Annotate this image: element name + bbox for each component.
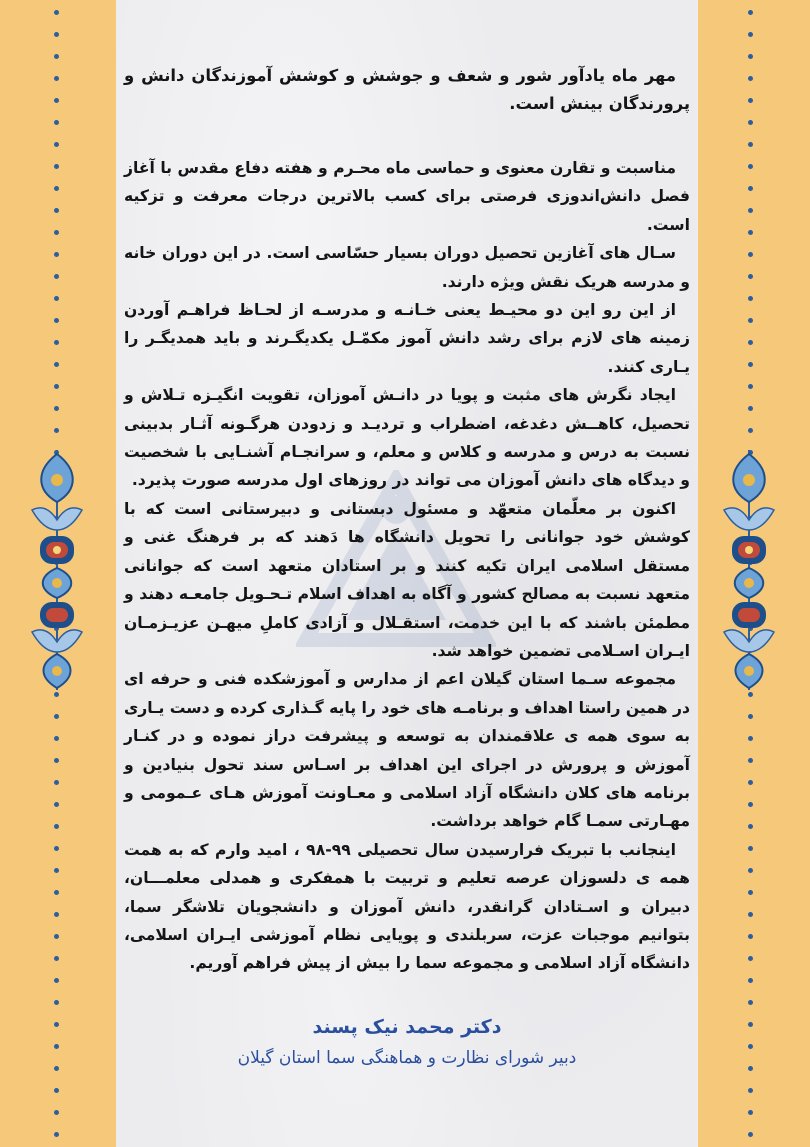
border-dot — [748, 934, 753, 939]
border-dot — [748, 208, 753, 213]
border-dot — [748, 846, 753, 851]
border-dot — [748, 296, 753, 301]
border-dot — [748, 428, 753, 433]
letter-body — [124, 62, 690, 978]
letter-intro: مهر ماه یادآور شور و شعف و جوشش و کوشش آموزندگان دانش و پرورندگان بینش است. — [124, 66, 690, 113]
border-dot — [54, 1000, 59, 1005]
border-dot — [748, 890, 753, 895]
border-dot — [54, 1022, 59, 1027]
letter-paragraph: ایجاد نگرش های مثبت و پویا در دانـش آموزان، تقویت انگیـزه تـلاش و تحصیل، کاهــش دغدغه، اضطراب و تردیـد و زدودن هرگـونه آثـار بدبینی نسبت به درس و مدرسه و کلاس و معلم، و سرانجـام آشنـایی با شخصیت و دیدگاه های دانش آموزان می تواند در روزهای اول مدرسه صورت پذیرد. — [124, 386, 690, 490]
border-dot — [54, 1110, 59, 1115]
border-dot — [748, 1022, 753, 1027]
border-dot — [54, 142, 59, 147]
border-dot — [748, 736, 753, 741]
border-dot — [748, 1066, 753, 1071]
letter-paragraph: مجموعه سـما استان گیلان اعم از مدارس و آموزشکده فنی و حرفه ای در همین راستا اهداف و برنامـه های خود را پایه گـذاری کرده و دست یـاری به سوی همه ی علاقمندان به توسعه و پیشرفت دراز نموده و در کنـار آموزش و پرورش در اجرای این اهداف بر اسـاس سند تحول بنیادین و برنامه های کلان دانشگاه آزاد اسلامی و معـاونت آموزش هـای عـمومی و مهـارتی سمـا گام خواهد برداشت. — [124, 670, 690, 831]
border-dot — [54, 912, 59, 917]
border-dot — [54, 208, 59, 213]
border-dot — [748, 802, 753, 807]
border-dot — [748, 758, 753, 763]
border-dot — [54, 362, 59, 367]
border-dot — [748, 714, 753, 719]
border-dot — [54, 890, 59, 895]
letter-paragraph: مناسبت و تقارن معنوی و حماسی ماه محـرم و هفته دفاع مقدس با آغاز فصل دانش‌اندوزی فرصتی برای کسب بالاترین درجات معرفت و تزکیه است. — [124, 159, 690, 234]
border-dot — [748, 252, 753, 257]
border-dot — [54, 32, 59, 37]
signature-name: دکتر محمد نیک پسند — [312, 1016, 502, 1038]
border-dot — [54, 54, 59, 59]
border-dot — [54, 1132, 59, 1137]
letter-paragraph: از این رو این دو محیـط یعنی خـانـه و مدرسـه از لحـاظ فراهـم آوردن زمینه های لازم برای رشد دانش آموز مکمّـل یکدیگـرند و باید همدیگـر را یـاری کنند. — [124, 301, 690, 376]
border-dot — [748, 98, 753, 103]
border-dot — [54, 164, 59, 169]
border-dot — [54, 76, 59, 81]
border-dot — [748, 54, 753, 59]
letter-paragraph: اینجانب با تبریک فرارسیدن سال تحصیلی ۹۹-۹۸ ، امید وارم که به همت همه ی دلسوزان عرصه تعلیم و تربیت با همفکری و همدلی معلمـــان، دبیران و اسـتادان گرانقدر، دانش آموزان و دانشجویان تلاشگر سما، بتوانیم موجبات عزت، سربلندی و پویایی نظام آموزشی ایـران اسلامی، دانشگاه آزاد اسلامی و مجموعه سما را بیش از پیش فراهم آوریم. — [124, 840, 690, 973]
floral-ornament-right-icon — [718, 450, 780, 690]
border-dot — [54, 10, 59, 15]
border-dot — [748, 1088, 753, 1093]
border-dot — [748, 912, 753, 917]
border-dot — [748, 274, 753, 279]
border-dot — [748, 10, 753, 15]
border-dot — [54, 1088, 59, 1093]
border-dot — [54, 274, 59, 279]
border-dot — [54, 384, 59, 389]
border-dot — [54, 1066, 59, 1071]
border-dot — [54, 406, 59, 411]
border-dot — [748, 978, 753, 983]
border-dot — [748, 956, 753, 961]
border-dot — [54, 956, 59, 961]
signature-title: دبیر شورای نظارت و هماهنگی سما استان گیلان — [237, 1048, 577, 1068]
border-dot — [54, 978, 59, 983]
border-dot — [54, 780, 59, 785]
border-dot — [748, 406, 753, 411]
floral-ornament-left-icon — [26, 450, 88, 690]
border-dot — [748, 164, 753, 169]
border-dot — [748, 186, 753, 191]
border-dot — [748, 1000, 753, 1005]
border-dot — [54, 868, 59, 873]
letter-paragraph: سـال های آغازین تحصیل دوران بسیار حسّاسی است. در این دوران خانه و مدرسه هریک نقش ویژه دارند. — [124, 244, 690, 291]
border-dot — [748, 230, 753, 235]
border-dot — [748, 120, 753, 125]
border-dot — [748, 318, 753, 323]
border-dot — [748, 142, 753, 147]
border-dot — [748, 384, 753, 389]
border-dot — [748, 1132, 753, 1137]
border-dot — [54, 714, 59, 719]
border-dot — [748, 868, 753, 873]
border-dot — [54, 1044, 59, 1049]
border-dot — [54, 846, 59, 851]
border-dot — [748, 1044, 753, 1049]
border-dot — [54, 692, 59, 697]
letter-paragraph: اکنون بر معلّمان متعهّد و مسئول دبستانی و دبیرستانی است که با کوشش خود جوانانی را تحویل دانشگاه ها دَهند که بر فرهنگ غنی و مستقل اسلامی ایران تکیه کنند و بر استادان متعهد است که جوانانی متعهد نسبت به مصالح کشور و آگاه به اهداف اسلام تـحـویل جامعـه دهند و مطمئن باشند که با این خدمت، استقـلال و آزادی کاملِ میهـن عزیـزمـان ایـران اسـلامی تضمین خواهد شد. — [124, 499, 690, 660]
border-dot — [54, 230, 59, 235]
border-dot — [748, 692, 753, 697]
border-dot — [54, 934, 59, 939]
border-dot — [748, 76, 753, 81]
border-dot — [54, 824, 59, 829]
border-dot — [54, 736, 59, 741]
border-dot — [54, 318, 59, 323]
border-dot — [54, 120, 59, 125]
border-dot — [748, 824, 753, 829]
border-dot — [54, 98, 59, 103]
border-dot — [748, 780, 753, 785]
border-dot — [748, 362, 753, 367]
border-dot — [748, 1110, 753, 1115]
border-dot — [54, 758, 59, 763]
border-dot — [54, 186, 59, 191]
border-dot — [54, 340, 59, 345]
border-dot — [54, 802, 59, 807]
border-dot — [54, 252, 59, 257]
border-dot — [748, 32, 753, 37]
border-dot — [748, 340, 753, 345]
border-dot — [54, 296, 59, 301]
border-dot — [54, 428, 59, 433]
